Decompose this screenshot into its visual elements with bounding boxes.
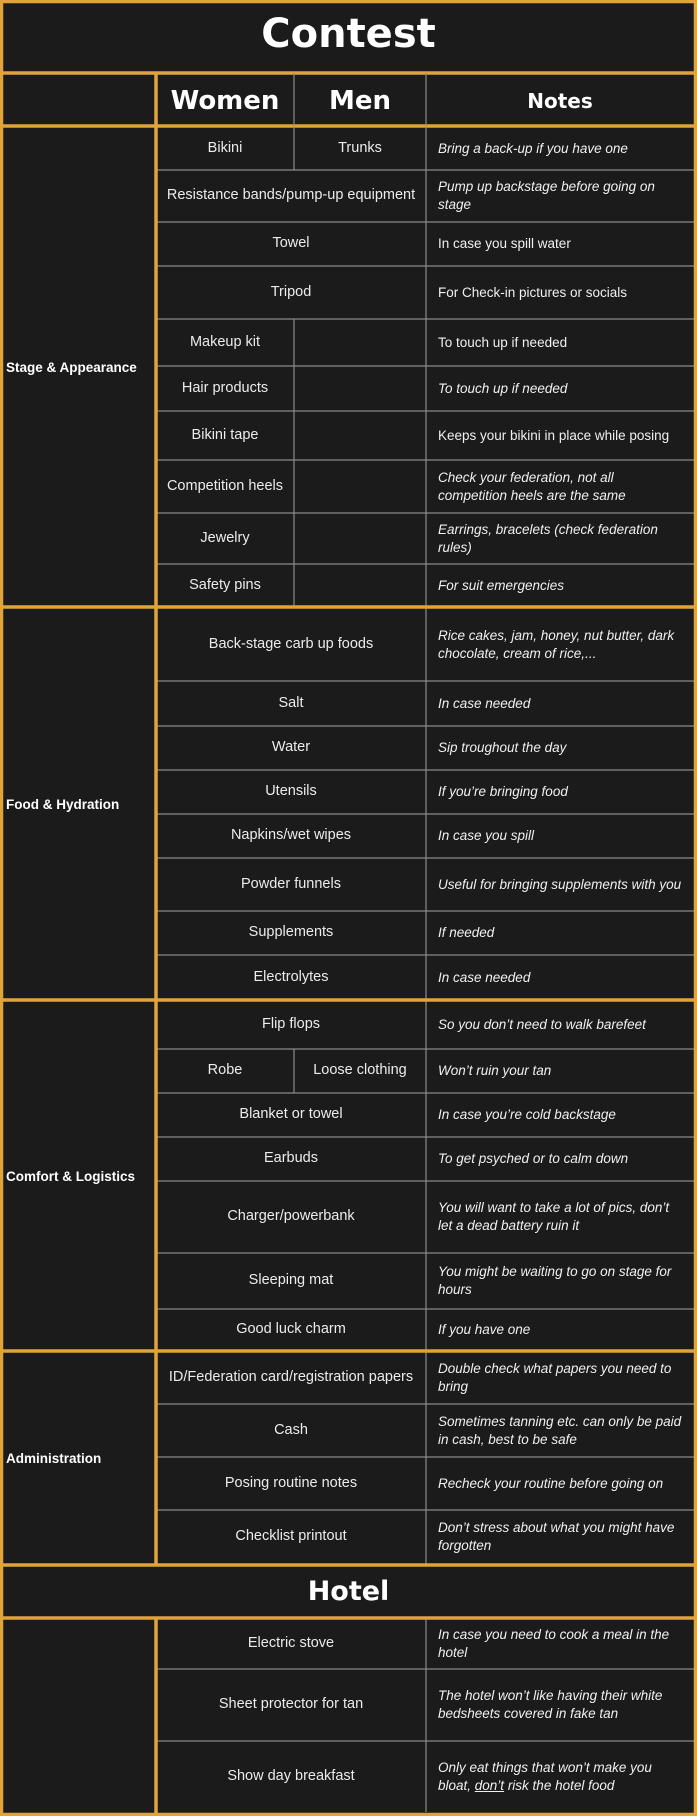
- note-cell: Bring a back-up if you have one: [438, 141, 628, 157]
- item-cell: Earbuds: [263, 1150, 318, 1167]
- item-cell: Blanket or towel: [239, 1106, 343, 1123]
- note-cell: For Check-in pictures or socials: [438, 284, 628, 300]
- item-cell: Napkins/wet wipes: [230, 827, 352, 844]
- note-cell: To touch up if needed: [438, 380, 568, 396]
- category-label: Food & Hydration: [6, 796, 120, 812]
- note-cell: Sometimes tanning etc. can only be paid in cash, best to be safe: [438, 1413, 682, 1447]
- women-item-cell: Bikini: [207, 140, 243, 157]
- item-cell: ID/Federation card/registration papers: [168, 1369, 414, 1386]
- item-cell: Electrolytes: [253, 968, 329, 985]
- item-cell: Electric stove: [247, 1635, 335, 1652]
- women-item-cell: Jewelry: [200, 529, 250, 546]
- header-men: Men: [328, 85, 392, 116]
- women-item-cell: Makeup kit: [189, 333, 261, 350]
- women-item-cell: Safety pins: [189, 576, 261, 593]
- item-cell: Resistance bands/pump-up equipment: [166, 187, 416, 204]
- note-cell: Don’t stress about what you might have forgotten: [438, 1520, 675, 1553]
- category-label: Comfort & Logistics: [6, 1168, 136, 1184]
- note-cell: Pump up backstage before going on stage: [438, 179, 655, 212]
- item-cell: Flip flops: [261, 1016, 321, 1033]
- note-cell: The hotel won’t like having their white bedsheets covered in fake tan: [438, 1688, 663, 1721]
- note-cell: In case you’re cold backstage: [438, 1107, 616, 1123]
- item-cell: Show day breakfast: [227, 1767, 355, 1784]
- women-item-cell: Competition heels: [166, 477, 284, 494]
- note-cell: In case needed: [438, 695, 531, 711]
- women-item-cell: Bikini tape: [191, 426, 259, 443]
- note-cell: Check your federation, not all competition heels are the same: [438, 469, 626, 503]
- contest-title: Contest: [261, 11, 436, 57]
- note-cell: Rice cakes, jam, honey, nut butter, dark chocolate, cream of rice,...: [438, 627, 675, 661]
- item-cell: Supplements: [248, 924, 334, 941]
- item-cell: Cash: [274, 1421, 308, 1438]
- item-cell: Salt: [278, 694, 304, 711]
- note-cell: Earrings, bracelets (check federation rules): [438, 521, 658, 555]
- item-cell: Back-stage carb up foods: [208, 635, 374, 652]
- women-item-cell: Hair products: [181, 379, 269, 396]
- category-label: Stage & Appearance: [6, 360, 137, 375]
- note-cell: You might be waiting to go on stage for hours: [438, 1264, 672, 1297]
- item-cell: Powder funnels: [241, 875, 341, 892]
- men-item-cell: Loose clothing: [313, 1062, 407, 1079]
- note-cell: Useful for bringing supplements with you: [438, 876, 682, 892]
- note-cell: If you have one: [438, 1322, 531, 1338]
- note-cell: Sip troughout the day: [438, 740, 567, 756]
- header-notes: Notes: [527, 88, 593, 113]
- item-cell: Charger/powerbank: [227, 1208, 355, 1225]
- note-part: risk the hotel food: [504, 1777, 615, 1793]
- item-cell: Towel: [272, 235, 310, 252]
- category-label: Administration: [6, 1450, 102, 1466]
- item-cell: Checklist printout: [235, 1528, 347, 1545]
- note-cell: If needed: [438, 925, 495, 941]
- item-cell: Tripod: [270, 283, 312, 300]
- header-women: Women: [170, 85, 280, 116]
- item-cell: Good luck charm: [236, 1321, 346, 1338]
- note-part: Only eat things that won’t make you bloat,: [438, 1759, 652, 1793]
- item-cell: Utensils: [265, 783, 317, 800]
- note-cell: So you don’t need to walk barefeet: [438, 1017, 646, 1033]
- note-cell: In case you spill water: [438, 236, 571, 252]
- note-cell: For suit emergencies: [438, 577, 565, 593]
- note-cell: In case you need to cook a meal in the hotel: [438, 1627, 670, 1660]
- note-cell: Won’t ruin your tan: [438, 1063, 552, 1079]
- women-item-cell: Robe: [207, 1062, 243, 1079]
- item-cell: Sheet protector for tan: [218, 1696, 364, 1713]
- note-emphasis: don’t: [474, 1777, 505, 1793]
- note-cell: You will want to take a lot of pics, don’t let a dead battery ruin it: [438, 1200, 670, 1233]
- hotel-title: Hotel: [307, 1576, 390, 1607]
- note-cell: To touch up if needed: [438, 334, 568, 350]
- item-cell: Water: [271, 739, 311, 756]
- note-cell: Recheck your routine before going on: [438, 1475, 664, 1491]
- item-cell: Posing routine notes: [224, 1474, 358, 1491]
- note-cell: Double check what papers you need to bring: [438, 1361, 672, 1394]
- men-item-cell: Trunks: [338, 140, 382, 157]
- note-cell: To get psyched or to calm down: [438, 1151, 629, 1167]
- note-cell: Keeps your bikini in place while posing: [438, 427, 670, 443]
- note-cell: If you’re bringing food: [438, 784, 568, 800]
- item-cell: Sleeping mat: [248, 1272, 334, 1289]
- note-cell: In case you spill: [438, 828, 535, 844]
- note-cell: In case needed: [438, 969, 531, 985]
